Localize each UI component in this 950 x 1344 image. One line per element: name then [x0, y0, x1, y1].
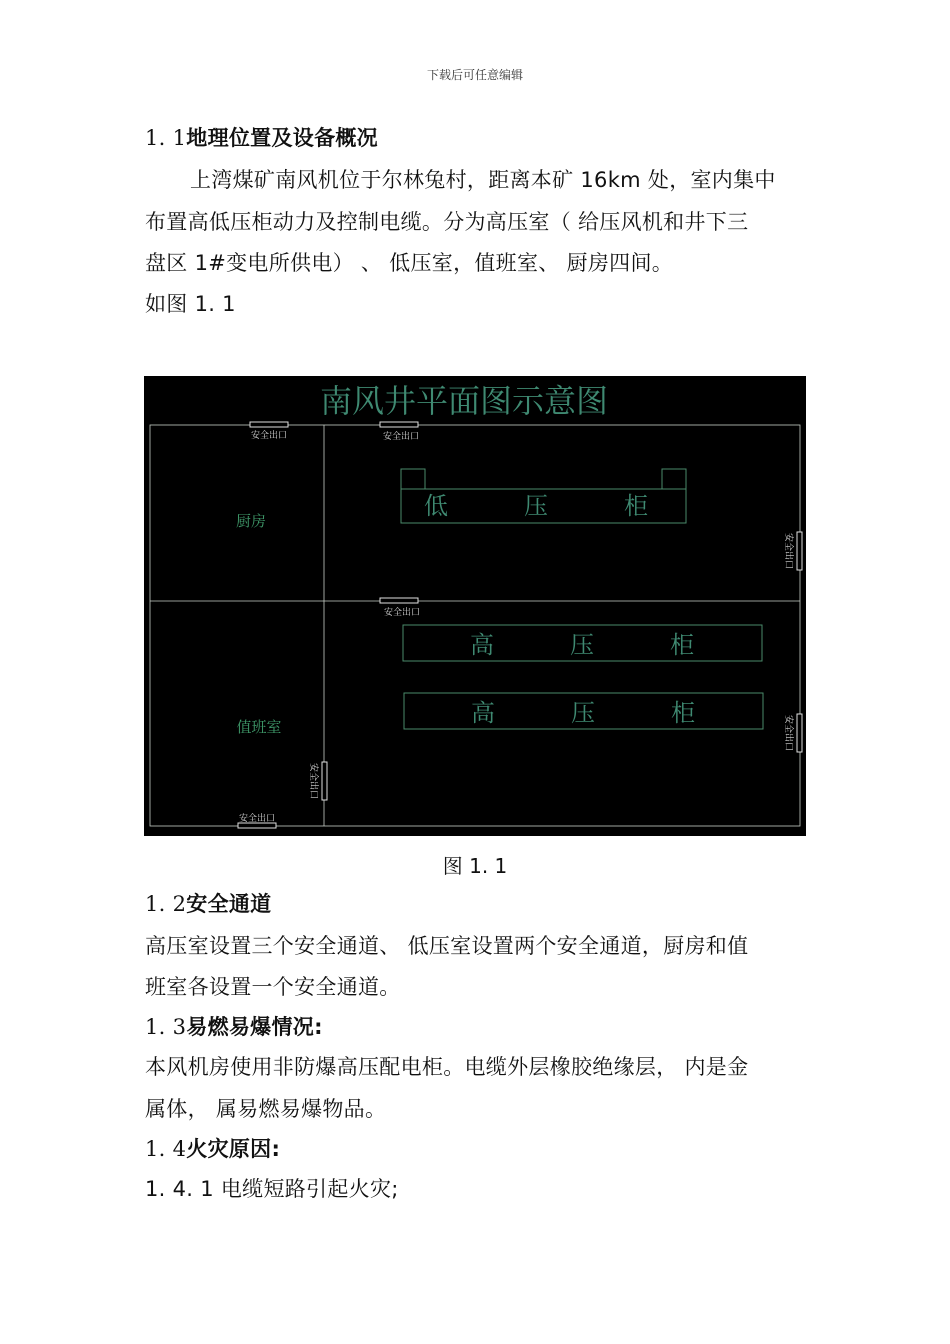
heading-1-1-title: 地理位置及设备概况	[186, 126, 378, 150]
room-label-duty-room: 值班室	[236, 718, 282, 736]
heading-1-3-number: 1. 3	[145, 1015, 187, 1039]
hv1-char-3: 柜	[670, 631, 694, 659]
exit-duty-bottom	[238, 812, 276, 828]
exit-label: 安全出口	[308, 762, 318, 800]
heading-1-2-number: 1. 2	[145, 892, 187, 916]
exit-label: 安全出口	[783, 714, 793, 752]
exit-label: 安全出口	[238, 814, 276, 824]
heading-1-1	[145, 122, 378, 152]
lv-char-3: 柜	[624, 492, 648, 520]
heading-1-4	[145, 1133, 280, 1163]
para-1-2-line-1: 高压室设置三个安全通道、 低压室设置两个安全通道，厨房和值	[145, 934, 749, 958]
exit-hv-top	[380, 598, 420, 618]
hv1-char-2: 压	[570, 631, 594, 659]
heading-1-1-number: 1. 1	[145, 126, 187, 150]
heading-1-4-number: 1. 4	[145, 1137, 187, 1161]
exit-hv-right	[783, 714, 802, 752]
para-1-3-line-1: 本风机房使用非防爆高压配电柜。电缆外层橡胶绝缘层， 内是金	[145, 1055, 749, 1079]
heading-1-3-title: 易燃易爆情况:	[186, 1015, 323, 1039]
para-1-3-line-2: 属体， 属易燃易爆物品。	[145, 1097, 387, 1121]
heading-1-3	[145, 1011, 323, 1041]
exit-kitchen-top	[250, 422, 288, 441]
exit-duty-right	[308, 762, 327, 800]
lv-char-1: 低	[424, 492, 448, 520]
floor-plan-figure	[144, 376, 806, 836]
high-voltage-cabinet-2	[404, 693, 763, 729]
heading-1-2-title: 安全通道	[186, 892, 272, 916]
high-voltage-cabinet-1	[403, 625, 762, 661]
exit-label: 安全出口	[250, 431, 288, 441]
list-item-1-4-1: 1. 4. 1 电缆短路引起火灾;	[145, 1177, 399, 1201]
hv2-char-2: 压	[571, 699, 595, 727]
figure-caption: 图 1. 1	[442, 854, 508, 878]
heading-1-4-title: 火灾原因:	[186, 1137, 281, 1161]
low-voltage-cabinet	[401, 469, 686, 523]
lv-char-2: 压	[524, 492, 548, 520]
hv2-char-1: 高	[471, 699, 495, 727]
header-note: 下载后可任意编辑	[426, 68, 523, 82]
hv1-char-1: 高	[470, 631, 494, 659]
exit-lv-top	[380, 422, 419, 442]
plan-title: 南风井平面图示意图	[319, 382, 609, 420]
exit-label: 安全出口	[382, 432, 420, 442]
exit-label: 安全出口	[383, 608, 421, 618]
exit-label: 安全出口	[783, 532, 793, 570]
floor-plan-svg	[144, 376, 806, 836]
para-1-1-line-1: 上湾煤矿南风机位于尔林兔村，距离本矿 16km 处，室内集中	[190, 168, 776, 192]
para-1-1-line-4: 如图 1. 1	[145, 292, 236, 316]
room-label-kitchen: 厨房	[235, 512, 267, 530]
heading-1-2	[145, 888, 271, 918]
exit-lv-right	[783, 532, 802, 570]
hv2-char-3: 柜	[671, 699, 695, 727]
para-1-1-line-3: 盘区 1#变电所供电） 、 低压室，值班室、 厨房四间。	[145, 251, 674, 275]
para-1-1-line-2: 布置高低压柜动力及控制电缆。分为高压室（ 给压风机和井下三	[145, 210, 749, 234]
para-1-2-line-2: 班室各设置一个安全通道。	[145, 975, 401, 999]
